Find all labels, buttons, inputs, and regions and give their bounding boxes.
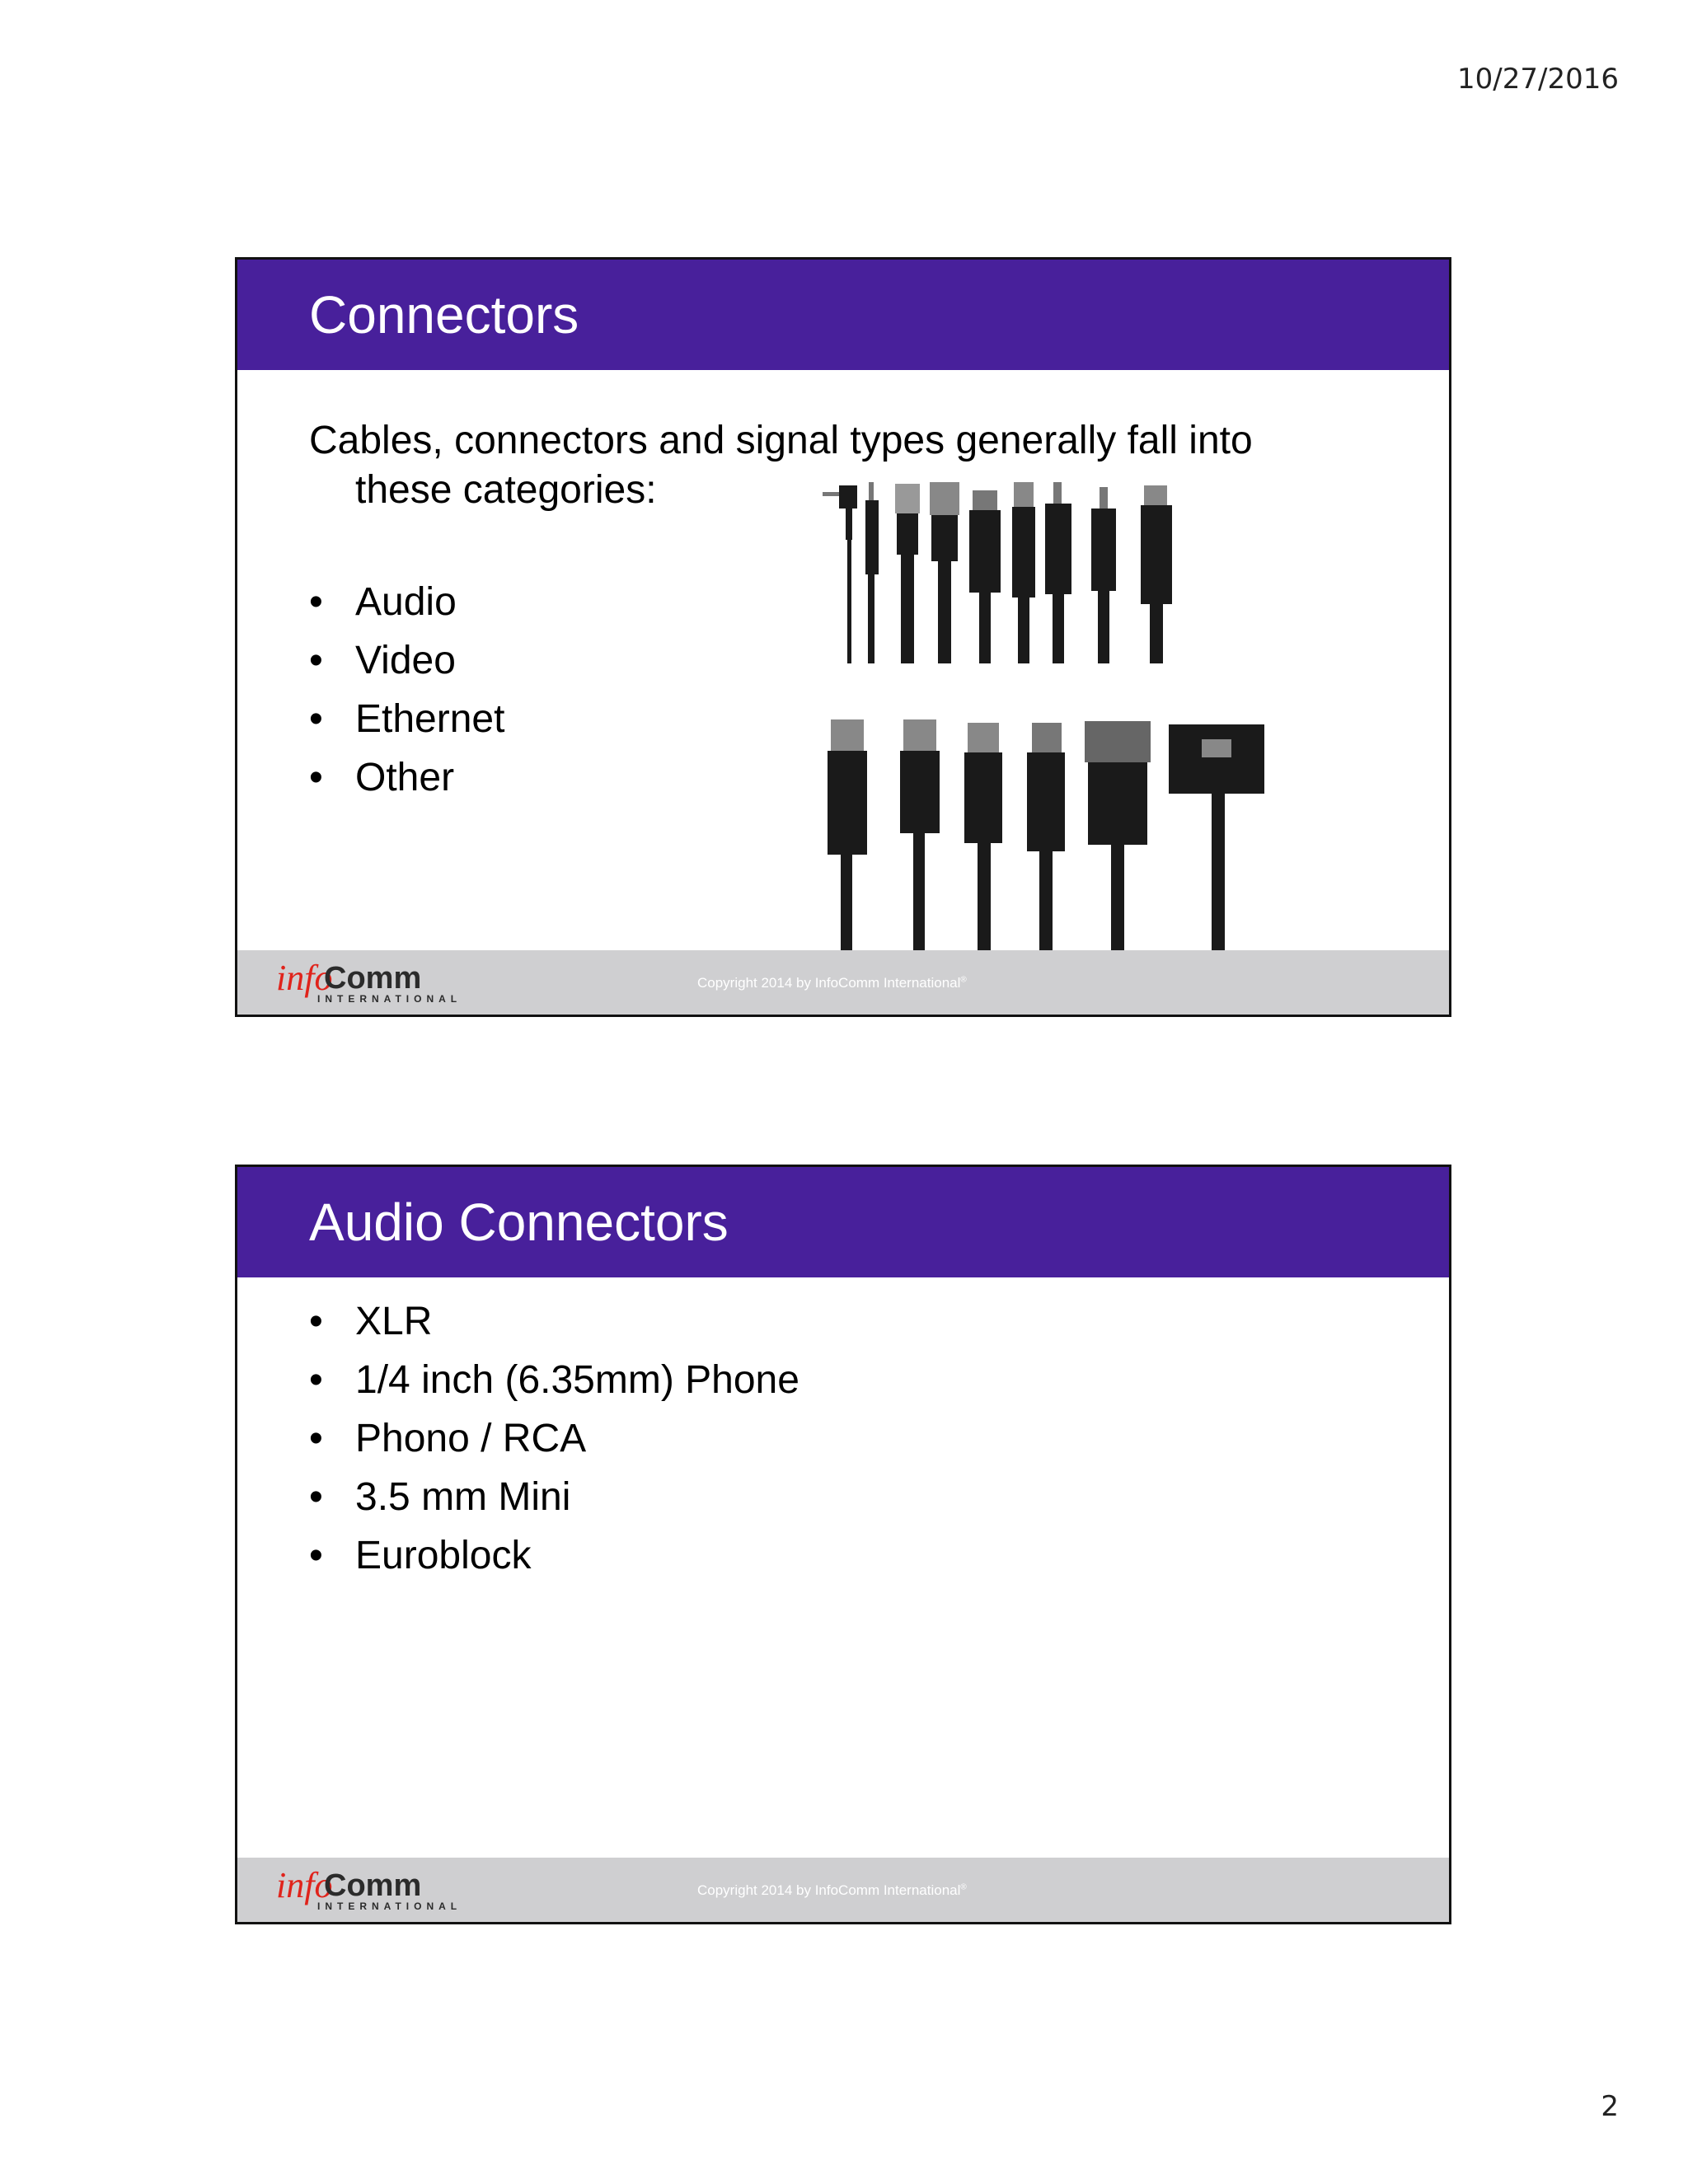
cables-photo (814, 482, 1302, 958)
cables-illustration (814, 482, 1302, 958)
logo-comm-text: Comm (324, 961, 422, 996)
slide-audio-connectors (235, 1165, 1451, 1924)
logo-international-text: INTERNATIONAL (317, 1900, 462, 1912)
list-item: • Other (309, 748, 504, 807)
logo-comm-text: Comm (324, 1868, 422, 1903)
registered-mark: ® (960, 1882, 967, 1892)
bottom-row-connectors (828, 719, 1264, 957)
slide-footer (237, 950, 1449, 1015)
slide-title: Audio Connectors (309, 1193, 729, 1252)
infocomm-logo (276, 1865, 462, 1915)
list-item: • Ethernet (309, 690, 504, 748)
list-item: • Phono / RCA (309, 1409, 799, 1468)
slide-title: Connectors (309, 285, 579, 344)
infocomm-logo (276, 958, 462, 1008)
list-item: • 3.5 mm Mini (309, 1468, 799, 1526)
list-item: • Euroblock (309, 1526, 799, 1585)
category-list (309, 573, 504, 807)
slide-connectors (235, 257, 1451, 1017)
copyright-label: Copyright 2014 by InfoComm International (697, 1882, 961, 1898)
copyright-label: Copyright 2014 by InfoComm International (697, 975, 961, 991)
list-item: • 1/4 inch (6.35mm) Phone (309, 1351, 799, 1409)
copyright-text (697, 975, 967, 991)
audio-connector-list (309, 1292, 799, 1585)
logo-international-text: INTERNATIONAL (317, 993, 462, 1005)
slide-header (237, 1167, 1449, 1277)
slide-header (237, 260, 1449, 370)
top-row-connectors (823, 482, 1172, 663)
intro-line-1: Cables, connectors and signal types generally fall into (309, 419, 1253, 462)
logo-info-text: info (276, 1865, 333, 1905)
list-item: • Audio (309, 573, 504, 631)
list-item: • XLR (309, 1292, 799, 1351)
page-number: 2 (1601, 2090, 1619, 2123)
logo-info-text: info (276, 958, 333, 998)
intro-line-2: these categories: (355, 468, 657, 512)
registered-mark: ® (960, 975, 967, 985)
page-date: 10/27/2016 (1457, 63, 1619, 96)
list-item: • Video (309, 631, 504, 690)
slide-footer (237, 1858, 1449, 1922)
copyright-text (697, 1882, 967, 1899)
